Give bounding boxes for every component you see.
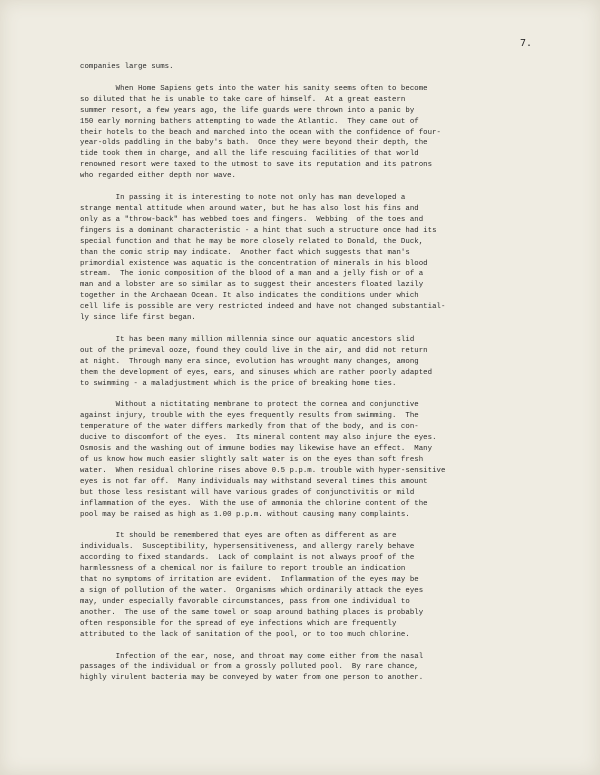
text-line: their hotels to the beach and marched into the ocean with the confidence of four-: [80, 128, 442, 137]
text-line: summer resort, a few years ago, the life guards were thrown into a panic by: [80, 106, 415, 115]
text-line: to swimming - a maladjustment which is the price of breaking home ties.: [80, 379, 397, 388]
text-line: temperature of the water differs markedly from that of the body, and is con-: [80, 423, 419, 432]
text-line: harmlessness of a chemical nor is failure to report trouble an indication: [80, 565, 406, 574]
text-line: It has been many million millennia since our aquatic ancestors slid: [80, 335, 415, 344]
text-line: 150 early morning bathers attempting to wade the Atlantic. They came out of: [80, 117, 419, 126]
text-line: them the development of eyes, ears, and sinuses which are rather poorly adapted: [80, 368, 433, 377]
paragraph: [80, 84, 535, 182]
text-line: special function and that he may be more closely related to Donald, the Duck,: [80, 237, 424, 246]
text-line: water. When residual chlorine rises above 0.5 p.p.m. trouble with hyper-sensitive: [80, 466, 446, 475]
text-line: individuals. Susceptibility, hypersensitiveness, and allergy rarely behave: [80, 543, 415, 552]
text-line: man and a lobster are so similar as to suggest their ancesters floated lazily: [80, 281, 424, 290]
text-line: companies large sums.: [80, 63, 174, 71]
document-body: [80, 62, 535, 695]
text-line: according to fixed standards. Lack of complaint is not always proof of the: [80, 554, 415, 563]
text-line: In passing it is interesting to note not only has man developed a: [80, 194, 406, 203]
page-number: 7.: [520, 38, 533, 49]
paragraph: [80, 193, 535, 324]
paragraph: [80, 652, 535, 685]
text-line: cell life is possible are very restricted indeed and have not changed substantial-: [80, 303, 446, 312]
text-line: highly virulent bacteria may be conveyed by water from one person to another.: [80, 674, 424, 683]
text-line: renowned resort were taxed to the utmost to save its reputation and its patrons: [80, 161, 433, 170]
text-line: inflammation of the eyes. With the use of ammonia the chlorine content of the: [80, 499, 428, 508]
text-line: passages of the individual or from a grossly polluted pool. By rare chance,: [80, 663, 419, 672]
text-line: than the comic strip may indicate. Another fact which suggests that man's: [80, 248, 410, 257]
text-line: tide took them in charge, and all the life rescuing facilities of that world: [80, 150, 419, 159]
text-line: ducive to discomfort of the eyes. Its mineral content may also injure the eyes.: [80, 434, 437, 443]
text-line: often responsible for the spread of eye infections which are frequently: [80, 619, 397, 628]
text-line: of us know how much easier slightly salt water is on the eyes than soft fresh: [80, 456, 424, 464]
text-line: a sign of pollution of the water. Organisms which ordinarily attack the eyes: [80, 586, 424, 595]
text-line: may, under especially favorable circumstances, pass from one individual to: [80, 597, 410, 606]
text-line: attributed to the lack of sanitation of the pool, or to too much chlorine.: [80, 630, 410, 639]
text-line: out of the primeval ooze, found they could live in the air, and did not return: [80, 346, 428, 355]
text-line: so diluted that he is unable to take care of himself. At a great eastern: [80, 95, 406, 104]
text-line: at night. Through many era since, evolution has wrought many changes, among: [80, 357, 419, 366]
text-line: eyes is not far off. Many individuals may withstand several times this amount: [80, 477, 428, 486]
text-line: another. The use of the same towel or soap around bathing places is probably: [80, 608, 424, 617]
text-line: fingers is a dominant characteristic - a hint that such a structure once had its: [80, 226, 437, 235]
text-line: When Home Sapiens gets into the water his sanity seems often to become: [80, 84, 428, 93]
paragraph: [80, 531, 535, 640]
text-line: against injury, trouble with the eyes frequently results from swimming. The: [80, 412, 419, 421]
text-line: that no symptoms of irritation are evident. Inflammation of the eyes may be: [80, 576, 419, 585]
text-line: Osmosis and the washing out of immune bodies may likewise have an effect. Many: [80, 445, 433, 454]
text-line: year-olds paddling in the baby's bath. Once they were beyond their depth, the: [80, 139, 428, 148]
text-line: Infection of the ear, nose, and throat may come either from the nasal: [80, 652, 424, 661]
text-line: primordial existence was aquatic is the concentration of minerals in his blood: [80, 259, 428, 268]
text-line: strange mental attitude when around water, but he has also lost his fins and: [80, 204, 419, 213]
text-line: stream. The ionic composition of the blood of a man and a jelly fish or of a: [80, 270, 424, 279]
paragraph: [80, 62, 535, 73]
text-line: who regarded either depth nor wave.: [80, 172, 236, 181]
paragraph: [80, 400, 535, 520]
text-line: together in the Archaean Ocean. It also indicates the conditions under which: [80, 292, 419, 301]
text-line: pool may be raised as high as 1.00 p.p.m. without causing many complaints.: [80, 510, 410, 519]
text-line: Without a nictitating membrane to protect the cornea and conjunctive: [80, 401, 419, 410]
text-line: only as a "throw-back" has webbed toes and fingers. Webbing of the toes and: [80, 215, 424, 224]
text-line: ly since life first began.: [80, 314, 196, 323]
text-line: It should be remembered that eyes are often as different as are: [80, 532, 397, 541]
paragraph: [80, 335, 535, 390]
text-line: but those less resistant will have various grades of conjunctivitis or mild: [80, 488, 415, 497]
